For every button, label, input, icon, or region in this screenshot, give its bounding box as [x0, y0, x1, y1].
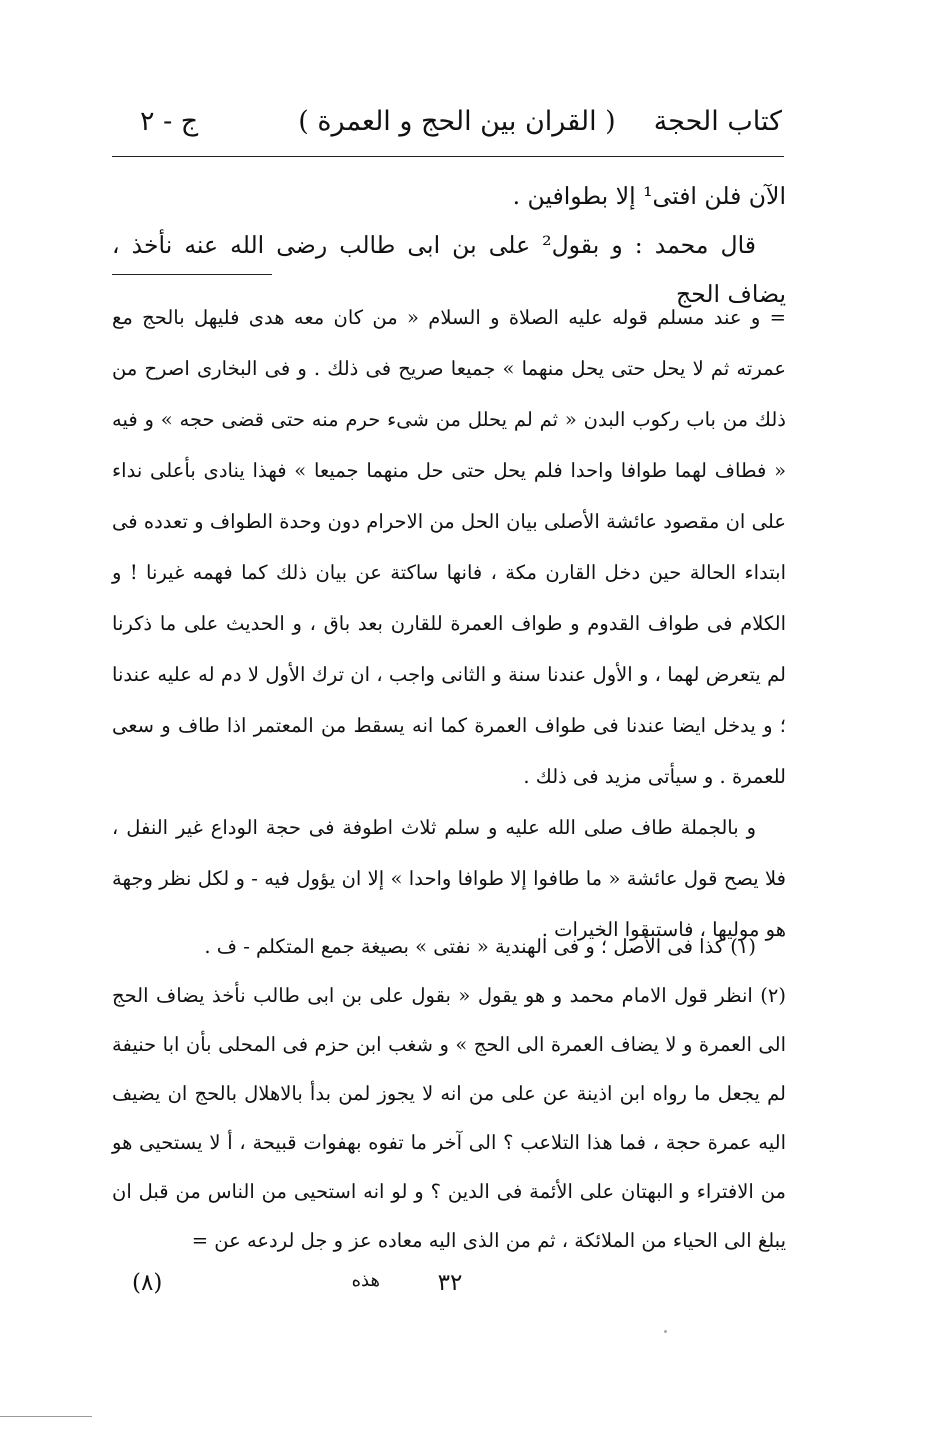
signature-mark: (٨)	[132, 1270, 163, 1296]
note-paragraph: و بالجملة طاف صلى الله عليه و سلم ثلاث اطوفة فى حجة الوداع غير النفل ، فلا يصح قول عائشة « ما طافوا إلا طوافا واحدا » إلا ان يؤول فيه - و لكل نظر وجهة هو موليها ، فاستبقوا الخيرات .	[112, 816, 786, 941]
note-paragraph: = و عند مسلم قوله عليه الصلاة و السلام « من كان معه هدى فليهل بالحج مع عمرته ثم لا يحل حتى يحل منهما » جميعا صريح فى ذلك . و فى البخارى اصرح من ذلك من باب ركوب البدن « ثم لم يحلل من شىء حرم منه حتى قضى حجه » و فيه « فطاف لهما طوافا واحدا فلم يحل حتى حل منهما جميعا » فهذا ينادى بأعلى نداء على ان مقصود عائشة الأصلى بيان الحل من الاحرام دون وحدة الطواف و تعدده فى ابتداء الحالة حين دخل القارن مكة ، فانها ساكتة عن بيان ذلك كما فهمه غيرنا ! و الكلام فى طواف القدوم و طواف العمرة للقارن بعد باق ، و الحديث على ما ذكرنا لم يتعرض لهما ، و الأول عندنا سنة و الثانى واجب ، ان ترك الأول لا دم له عليه عندنا ؛ و يدخل ايضا عندنا فى طواف العمرة كما انه يسقط من المعتمر اذا طاف و سعى للعمرة . و سيأتى مزيد فى ذلك .	[112, 306, 786, 788]
footnotes	[112, 922, 786, 1265]
header-book-title: كتاب الحجة	[653, 106, 782, 137]
header-volume: ج - ٢	[140, 106, 199, 137]
page-footer	[120, 1270, 780, 1310]
catchword: هذه	[351, 1270, 380, 1291]
header-rule	[112, 156, 784, 157]
continued-note	[112, 292, 786, 955]
footnote-1: (١) كذا فى الأصل ؛ و فى الهندية « نفتى » بصيغة جمع المتكلم - ف .	[204, 935, 756, 958]
footnote-2: (٢) انظر قول الامام محمد و هو يقول « بقول على بن ابى طالب نأخذ يضاف الحج الى العمرة و لا يضاف العمرة الى الحج » و شغب ابن حزم فى المحلى بأن ابا حنيفة لم يجعل ما رواه ابن اذينة عن على من انه لا يجوز لمن بدأ بالاهلال بالحج ان يضيف اليه عمرة حجة ، فما هذا التلاعب ؟ الى آخر ما تفوه بهفوات قبيحة ، أ لا يستحيى هو من الافتراء و البهتان على الأئمة فى الدين ؟ و لو انه استحيى من الناس من قبل ان يبلغ الى الحياء من الملائكة ، ثم من الذى اليه معاده عز و جل لردعه عن =	[112, 984, 786, 1252]
running-header	[132, 100, 782, 148]
main-paragraph: قال محمد : و بقول² على بن ابى طالب رضى الله عنه نأخذ ، يضاف الحج	[112, 231, 786, 308]
main-paragraph: الآن فلن افتى¹ إلا بطوافين .	[512, 182, 786, 210]
page-number: ٣٢	[437, 1270, 463, 1296]
text-separator-short	[112, 274, 272, 275]
header-chapter-title: ( القران بين الحج و العمرة )	[298, 106, 616, 137]
ink-speck	[664, 1330, 667, 1333]
page-edge-line	[0, 1416, 92, 1417]
